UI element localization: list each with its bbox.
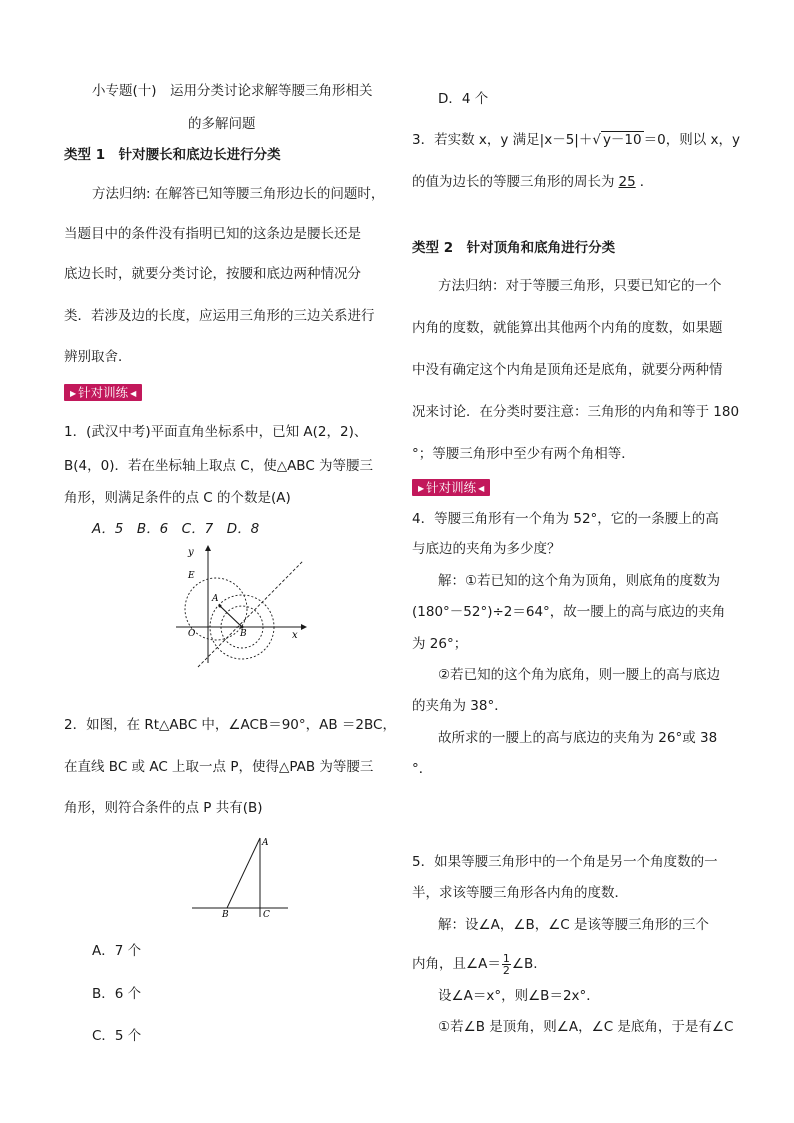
q3-text-post: ＝0，则以 x，y (643, 132, 740, 148)
triangle-right-icon: ▶ (70, 389, 77, 398)
figure-right-triangle (190, 833, 290, 918)
fig1-label-B: B (240, 629, 247, 639)
q5-sol2-pre: 内角，且∠A＝ (412, 956, 501, 972)
method1-line-1: 方法归纳: 在解答已知等腰三角形边长的问题时， (92, 186, 385, 202)
training-tag-left (64, 384, 142, 401)
q1-line-3: 角形，则满足条件的点 C 的个数是(A) (64, 490, 291, 506)
q5-sol2-post: ∠B. (511, 956, 538, 972)
q3-line2-pre: 的值为边长的等腰三角形的周长为 (412, 174, 615, 190)
method2-line-3: 中没有确定这个内角是顶角还是底角，就要分两种情 (412, 362, 723, 378)
q4-sol-line-3: 为 26°； (412, 636, 468, 652)
sqrt-icon: √ (592, 132, 601, 148)
method2-line-4: 况来讨论．在分类时要注意：三角形的内角和等于 180 (412, 404, 740, 420)
fig2-label-A: A (262, 838, 269, 848)
fig1-label-E: E (188, 571, 195, 581)
q4-line-2: 与底边的夹角为多少度？ (412, 541, 561, 557)
q2-option-b: B．6 个 (92, 986, 142, 1002)
fig2-label-B: B (222, 910, 229, 918)
q3-line-1 (412, 131, 740, 149)
q1-options: A．5 B．6 C．7 D．8 (92, 521, 260, 537)
q4-sol-line-2: (180°－52°)÷2＝64°，故一腰上的高与底边的夹角 (412, 604, 726, 620)
title-line-1: 小专题(十) 运用分类讨论求解等腰三角形相关 (92, 83, 373, 99)
type1-heading: 类型 1 针对腰长和底边长进行分类 (64, 147, 281, 163)
method2-line-2: 内角的度数，就能算出其他两个内角的度数，如果题 (412, 320, 723, 336)
q4-line-1: 4．等腰三角形有一个角为 52°，它的一条腰上的高 (412, 511, 719, 527)
q3-sqrt-content: y－10 (602, 132, 642, 148)
fig2-label-C: C (263, 910, 270, 918)
q3-line2-post: ． (639, 174, 654, 190)
training-tag-label: 针对训练 (426, 480, 477, 495)
triangle-left-icon: ◀ (478, 484, 485, 493)
title-line-2: 的多解问题 (188, 116, 256, 132)
fig1-label-A: A (212, 594, 219, 604)
method2-line-5: °；等腰三角形中至少有两个角相等． (412, 446, 635, 462)
q4-sol-line-1: 解：①若已知的这个角为顶角，则底角的度数为 (438, 573, 721, 589)
q5-sol-line-3: 设∠A＝x°，则∠B＝2x°． (438, 988, 600, 1004)
figure-coordinate-circles (168, 543, 308, 668)
q5-fraction (502, 953, 511, 976)
method1-line-2: 当题目中的条件没有指明已知的这条边是腰长还是 (64, 226, 361, 242)
training-tag-label: 针对训练 (78, 385, 129, 400)
q2-option-c: C．5 个 (92, 1028, 142, 1044)
q5-line-1: 5．如果等腰三角形中的一个角是另一个角度数的一 (412, 854, 718, 870)
triangle-right-icon: ▶ (418, 484, 425, 493)
q2-line-3: 角形，则符合条件的点 P 共有(B) (64, 800, 263, 816)
q2-option-d: D．4 个 (438, 91, 489, 107)
fig1-label-x: x (292, 630, 298, 641)
q1-line-2: B(4，0)．若在坐标轴上取点 C，使△ABC 为等腰三 (64, 458, 374, 474)
type2-heading: 类型 2 针对顶角和底角进行分类 (412, 240, 616, 256)
method2-line-1: 方法归纳：对于等腰三角形，只要已知它的一个 (438, 278, 722, 294)
q2-option-a: A．7 个 (92, 943, 142, 959)
q5-sol-line-4: ①若∠B 是顶角，则∠A，∠C 是底角，于是有∠C (438, 1019, 734, 1035)
method1-line-4: 类．若涉及边的长度，应运用三角形的三边关系进行 (64, 308, 375, 324)
q5-line-2: 半，求该等腰三角形各内角的度数． (412, 885, 628, 901)
method1-line-5: 辨别取舍． (64, 349, 132, 365)
training-tag-right (412, 479, 490, 496)
fig1-label-O: O (188, 629, 196, 639)
q3-answer: 25 (618, 174, 636, 190)
fraction-numerator: 1 (502, 951, 510, 965)
q4-sol-line-6: 故所求的一腰上的高与底边的夹角为 26°或 38 (438, 730, 718, 746)
q4-sol-line-4: ②若已知的这个角为底角，则一腰上的高与底边 (438, 667, 721, 683)
q2-line-1: 2．如图，在 Rt△ABC 中，∠ACB＝90°，AB ＝2BC， (64, 717, 396, 733)
q1-line-1: 1．(武汉中考)平面直角坐标系中，已知 A(2，2)、 (64, 424, 368, 440)
q5-sol-line-1: 解：设∠A，∠B，∠C 是该等腰三角形的三个 (438, 917, 710, 933)
method1-line-3: 底边长时，就要分类讨论，按腰和底边两种情况分 (64, 266, 361, 282)
q4-sol-line-7: °． (412, 761, 433, 777)
q3-line-2 (412, 173, 653, 191)
fig1-label-y: y (188, 547, 194, 558)
q2-line-2: 在直线 BC 或 AC 上取一点 P，使得△PAB 为等腰三 (64, 759, 374, 775)
fraction-denominator: 2 (502, 963, 510, 977)
q4-sol-line-5: 的夹角为 38°． (412, 698, 508, 714)
q5-sol-line-2 (412, 951, 538, 977)
triangle-left-icon: ◀ (130, 389, 137, 398)
q3-text-pre: 3．若实数 x，y 满足|x－5|＋ (412, 132, 593, 148)
